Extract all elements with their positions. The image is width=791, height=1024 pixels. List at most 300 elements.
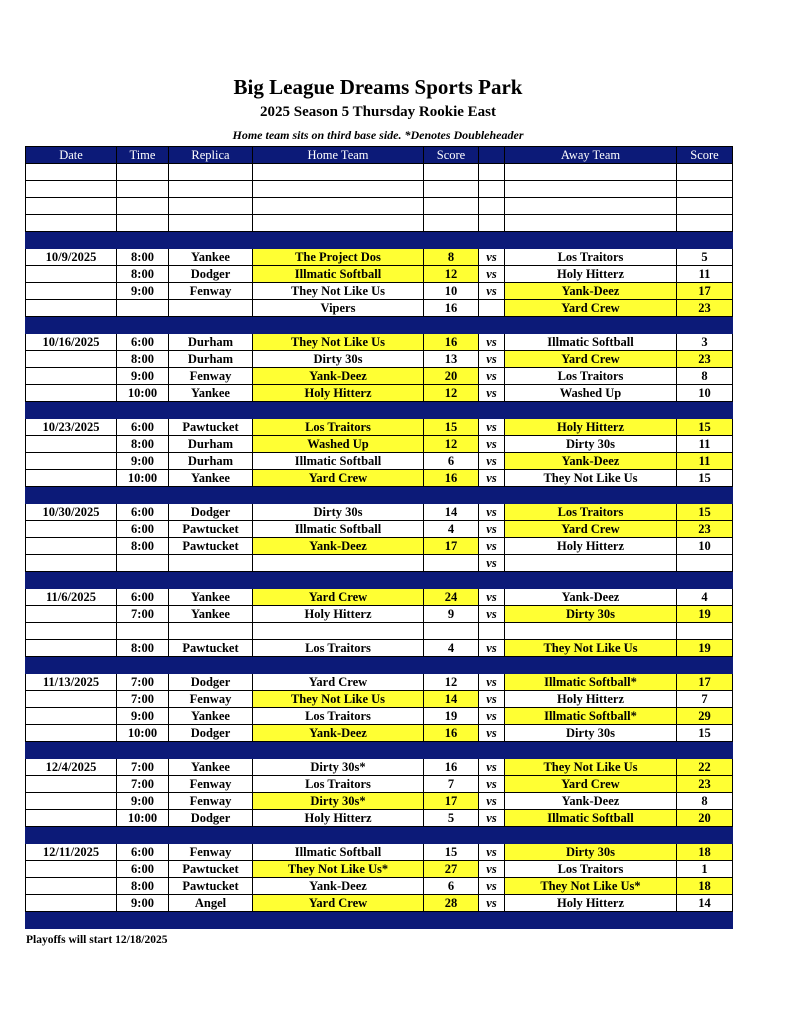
vs-cell: vs: [479, 283, 505, 300]
time-cell: 10:00: [117, 725, 169, 742]
date-cell: 10/23/2025: [26, 419, 117, 436]
date-cell: 12/11/2025: [26, 844, 117, 861]
date-cell: [26, 215, 117, 232]
time-cell: 9:00: [117, 895, 169, 912]
vs-cell: [479, 402, 505, 419]
away-score-cell: [677, 827, 733, 844]
game-row: [26, 453, 733, 470]
home-team-cell: Los Traitors: [253, 708, 424, 725]
date-cell: [26, 436, 117, 453]
replica-cell: Dodger: [169, 266, 253, 283]
game-row: [26, 436, 733, 453]
week-separator-row: [26, 742, 733, 759]
schedule-table: [25, 146, 733, 929]
vs-cell: vs: [479, 351, 505, 368]
home-team-cell: They Not Like Us: [253, 283, 424, 300]
home-team-cell: [253, 912, 424, 929]
home-team-cell: Illmatic Softball: [253, 521, 424, 538]
vs-cell: [479, 317, 505, 334]
home-team-cell: [253, 198, 424, 215]
time-cell: 10:00: [117, 810, 169, 827]
away-team-cell: Dirty 30s: [505, 436, 677, 453]
away-score-cell: [677, 572, 733, 589]
away-team-cell: Dirty 30s: [505, 844, 677, 861]
time-cell: 6:00: [117, 419, 169, 436]
game-row: [26, 470, 733, 487]
header-row: [26, 147, 733, 164]
date-cell: [26, 861, 117, 878]
away-team-cell: Los Traitors: [505, 249, 677, 266]
away-score-cell: 5: [677, 249, 733, 266]
replica-cell: Durham: [169, 453, 253, 470]
date-cell: [26, 606, 117, 623]
game-row: [26, 861, 733, 878]
replica-cell: [169, 742, 253, 759]
replica-cell: [169, 164, 253, 181]
replica-cell: [169, 912, 253, 929]
away-team-cell: [505, 198, 677, 215]
replica-cell: Dodger: [169, 725, 253, 742]
game-row: [26, 640, 733, 657]
home-team-cell: [253, 827, 424, 844]
vs-cell: vs: [479, 691, 505, 708]
week-separator-row: [26, 232, 733, 249]
home-score-cell: 14: [424, 691, 479, 708]
away-team-cell: They Not Like Us: [505, 759, 677, 776]
home-team-cell: Yard Crew: [253, 589, 424, 606]
home-score-cell: 16: [424, 334, 479, 351]
vs-cell: [479, 742, 505, 759]
game-row: [26, 878, 733, 895]
away-team-cell: Holy Hitterz: [505, 266, 677, 283]
schedule-body: [26, 164, 733, 929]
time-cell: 9:00: [117, 793, 169, 810]
page-title: Big League Dreams Sports Park: [233, 75, 523, 99]
home-team-cell: Yard Crew: [253, 674, 424, 691]
vs-cell: vs: [479, 708, 505, 725]
date-cell: [26, 368, 117, 385]
away-team-cell: Holy Hitterz: [505, 538, 677, 555]
replica-cell: [169, 487, 253, 504]
vs-cell: vs: [479, 538, 505, 555]
date-cell: [26, 283, 117, 300]
time-cell: 6:00: [117, 504, 169, 521]
away-team-cell: Yank-Deez: [505, 589, 677, 606]
away-score-cell: [677, 232, 733, 249]
home-team-cell: They Not Like Us*: [253, 861, 424, 878]
date-cell: [26, 572, 117, 589]
away-score-cell: 19: [677, 606, 733, 623]
time-cell: 7:00: [117, 691, 169, 708]
home-score-cell: 4: [424, 640, 479, 657]
away-score-cell: 22: [677, 759, 733, 776]
replica-cell: Fenway: [169, 793, 253, 810]
home-score-cell: 19: [424, 708, 479, 725]
week-separator-row: [26, 487, 733, 504]
col-replica-header: Replica: [169, 147, 253, 164]
home-score-cell: [424, 164, 479, 181]
replica-cell: [169, 623, 253, 640]
time-cell: 8:00: [117, 640, 169, 657]
away-team-cell: They Not Like Us: [505, 640, 677, 657]
vs-cell: vs: [479, 776, 505, 793]
game-row: [26, 589, 733, 606]
vs-cell: [479, 300, 505, 317]
replica-cell: Yankee: [169, 606, 253, 623]
away-team-cell: [505, 317, 677, 334]
date-cell: [26, 725, 117, 742]
home-score-cell: [424, 912, 479, 929]
away-score-cell: 7: [677, 691, 733, 708]
replica-cell: [169, 555, 253, 572]
time-cell: 8:00: [117, 266, 169, 283]
home-score-cell: 16: [424, 470, 479, 487]
date-cell: [26, 555, 117, 572]
away-team-cell: [505, 487, 677, 504]
home-team-cell: Vipers: [253, 300, 424, 317]
date-cell: [26, 878, 117, 895]
date-cell: [26, 912, 117, 929]
replica-cell: [169, 657, 253, 674]
home-team-cell: [253, 402, 424, 419]
date-cell: [26, 810, 117, 827]
home-score-cell: 7: [424, 776, 479, 793]
away-score-cell: [677, 657, 733, 674]
vs-cell: vs: [479, 810, 505, 827]
home-team-cell: Dirty 30s: [253, 351, 424, 368]
time-cell: [117, 657, 169, 674]
vs-cell: vs: [479, 640, 505, 657]
vs-cell: [479, 164, 505, 181]
home-score-cell: 12: [424, 674, 479, 691]
game-row: [26, 844, 733, 861]
away-score-cell: [677, 487, 733, 504]
time-cell: [117, 198, 169, 215]
home-score-cell: 17: [424, 793, 479, 810]
away-score-cell: 23: [677, 776, 733, 793]
game-row: [26, 725, 733, 742]
away-team-cell: [505, 827, 677, 844]
away-team-cell: Illmatic Softball*: [505, 674, 677, 691]
col-away-team-header: Away Team: [505, 147, 677, 164]
vs-cell: vs: [479, 674, 505, 691]
replica-cell: [169, 215, 253, 232]
away-score-cell: 17: [677, 674, 733, 691]
replica-cell: Yankee: [169, 470, 253, 487]
game-row: [26, 419, 733, 436]
date-cell: [26, 232, 117, 249]
away-team-cell: They Not Like Us*: [505, 878, 677, 895]
game-row: [26, 759, 733, 776]
away-score-cell: [677, 402, 733, 419]
date-cell: [26, 317, 117, 334]
time-cell: [117, 215, 169, 232]
vs-cell: vs: [479, 470, 505, 487]
empty-row: [26, 164, 733, 181]
date-cell: [26, 487, 117, 504]
home-team-cell: Los Traitors: [253, 419, 424, 436]
home-team-cell: [253, 742, 424, 759]
vs-cell: vs: [479, 844, 505, 861]
time-cell: 6:00: [117, 334, 169, 351]
date-cell: [26, 181, 117, 198]
vs-cell: vs: [479, 385, 505, 402]
vs-cell: vs: [479, 334, 505, 351]
home-score-cell: [424, 657, 479, 674]
empty-row: [26, 215, 733, 232]
home-score-cell: 12: [424, 266, 479, 283]
vs-cell: vs: [479, 606, 505, 623]
away-score-cell: 20: [677, 810, 733, 827]
replica-cell: Angel: [169, 895, 253, 912]
away-team-cell: [505, 912, 677, 929]
home-team-cell: Dirty 30s: [253, 504, 424, 521]
replica-cell: Pawtucket: [169, 878, 253, 895]
game-row: [26, 776, 733, 793]
away-team-cell: [505, 555, 677, 572]
home-team-cell: Yank-Deez: [253, 538, 424, 555]
home-team-cell: Yank-Deez: [253, 725, 424, 742]
away-team-cell: [505, 164, 677, 181]
vs-cell: vs: [479, 368, 505, 385]
time-cell: [117, 555, 169, 572]
vs-cell: [479, 181, 505, 198]
away-score-cell: 1: [677, 861, 733, 878]
home-team-cell: Dirty 30s*: [253, 793, 424, 810]
away-score-cell: 23: [677, 521, 733, 538]
week-separator-row: [26, 317, 733, 334]
away-team-cell: [505, 623, 677, 640]
away-score-cell: 19: [677, 640, 733, 657]
time-cell: 7:00: [117, 606, 169, 623]
home-team-cell: Illmatic Softball: [253, 453, 424, 470]
away-score-cell: 15: [677, 419, 733, 436]
time-cell: [117, 827, 169, 844]
playoffs-note: Playoffs will start 12/18/2025: [26, 934, 168, 946]
vs-cell: vs: [479, 793, 505, 810]
time-cell: [117, 912, 169, 929]
home-team-cell: Holy Hitterz: [253, 810, 424, 827]
date-cell: [26, 300, 117, 317]
away-score-cell: [677, 912, 733, 929]
replica-cell: Fenway: [169, 776, 253, 793]
home-score-cell: [424, 198, 479, 215]
season-subtitle: 2025 Season 5 Thursday Rookie East: [259, 104, 497, 120]
away-team-cell: Washed Up: [505, 385, 677, 402]
replica-cell: Dodger: [169, 674, 253, 691]
replica-cell: [169, 232, 253, 249]
col-time-header: Time: [117, 147, 169, 164]
home-score-cell: 15: [424, 419, 479, 436]
replica-cell: Yankee: [169, 759, 253, 776]
home-team-cell: Yank-Deez: [253, 368, 424, 385]
home-team-cell: They Not Like Us: [253, 691, 424, 708]
game-row: [26, 810, 733, 827]
vs-cell: [479, 572, 505, 589]
home-team-cell: [253, 215, 424, 232]
date-cell: [26, 776, 117, 793]
time-cell: [117, 742, 169, 759]
away-team-cell: Dirty 30s: [505, 606, 677, 623]
date-cell: [26, 453, 117, 470]
vs-cell: vs: [479, 453, 505, 470]
vs-cell: [479, 827, 505, 844]
home-team-cell: Yard Crew: [253, 470, 424, 487]
replica-cell: Durham: [169, 334, 253, 351]
home-team-cell: [253, 164, 424, 181]
away-score-cell: 15: [677, 725, 733, 742]
home-score-cell: 20: [424, 368, 479, 385]
date-cell: [26, 691, 117, 708]
away-team-cell: They Not Like Us: [505, 470, 677, 487]
game-row: [26, 895, 733, 912]
replica-cell: Durham: [169, 351, 253, 368]
time-cell: 9:00: [117, 453, 169, 470]
date-cell: 10/30/2025: [26, 504, 117, 521]
vs-cell: [479, 623, 505, 640]
replica-cell: Pawtucket: [169, 538, 253, 555]
home-score-cell: [424, 317, 479, 334]
vs-cell: vs: [479, 249, 505, 266]
home-score-cell: 15: [424, 844, 479, 861]
away-score-cell: 23: [677, 351, 733, 368]
replica-cell: Yankee: [169, 249, 253, 266]
time-cell: 7:00: [117, 759, 169, 776]
away-score-cell: 4: [677, 589, 733, 606]
home-team-cell: [253, 181, 424, 198]
home-score-cell: 13: [424, 351, 479, 368]
time-cell: [117, 300, 169, 317]
vs-cell: [479, 912, 505, 929]
game-row: [26, 283, 733, 300]
away-team-cell: Los Traitors: [505, 368, 677, 385]
vs-cell: [479, 657, 505, 674]
home-team-cell: [253, 572, 424, 589]
home-score-cell: [424, 232, 479, 249]
home-score-cell: 10: [424, 283, 479, 300]
home-team-cell: [253, 487, 424, 504]
away-score-cell: 11: [677, 436, 733, 453]
week-separator-row: [26, 827, 733, 844]
home-score-cell: 27: [424, 861, 479, 878]
game-row: [26, 266, 733, 283]
away-team-cell: [505, 232, 677, 249]
replica-cell: Yankee: [169, 708, 253, 725]
home-score-cell: [424, 742, 479, 759]
away-score-cell: 10: [677, 538, 733, 555]
col-date-header: Date: [26, 147, 117, 164]
home-team-cell: Yank-Deez: [253, 878, 424, 895]
home-score-cell: 5: [424, 810, 479, 827]
away-team-cell: Yard Crew: [505, 300, 677, 317]
away-score-cell: [677, 555, 733, 572]
game-row: [26, 606, 733, 623]
replica-cell: [169, 181, 253, 198]
away-score-cell: [677, 317, 733, 334]
game-row: [26, 334, 733, 351]
away-team-cell: Holy Hitterz: [505, 895, 677, 912]
vs-cell: vs: [479, 521, 505, 538]
home-score-cell: 16: [424, 300, 479, 317]
home-score-cell: 6: [424, 878, 479, 895]
away-score-cell: 8: [677, 368, 733, 385]
time-cell: 10:00: [117, 385, 169, 402]
date-cell: 11/13/2025: [26, 674, 117, 691]
replica-cell: [169, 198, 253, 215]
game-row: [26, 708, 733, 725]
col-away-score-header: Score: [677, 147, 733, 164]
replica-cell: [169, 300, 253, 317]
time-cell: 9:00: [117, 708, 169, 725]
home-team-cell: Yard Crew: [253, 895, 424, 912]
col-vs-header: [479, 147, 505, 164]
time-cell: [117, 232, 169, 249]
week-separator-row: [26, 402, 733, 419]
date-cell: [26, 164, 117, 181]
home-team-cell: Washed Up: [253, 436, 424, 453]
time-cell: 8:00: [117, 436, 169, 453]
home-score-cell: 4: [424, 521, 479, 538]
home-team-cell: Dirty 30s*: [253, 759, 424, 776]
replica-cell: Fenway: [169, 283, 253, 300]
replica-cell: [169, 827, 253, 844]
time-cell: [117, 623, 169, 640]
home-score-cell: 8: [424, 249, 479, 266]
date-cell: [26, 640, 117, 657]
away-team-cell: Illmatic Softball: [505, 334, 677, 351]
date-cell: [26, 793, 117, 810]
replica-cell: Fenway: [169, 691, 253, 708]
replica-cell: Pawtucket: [169, 521, 253, 538]
game-row: [26, 504, 733, 521]
home-score-cell: 16: [424, 725, 479, 742]
replica-cell: [169, 572, 253, 589]
time-cell: [117, 317, 169, 334]
replica-cell: [169, 402, 253, 419]
away-team-cell: Dirty 30s: [505, 725, 677, 742]
home-score-cell: 14: [424, 504, 479, 521]
empty-row: [26, 181, 733, 198]
away-team-cell: [505, 657, 677, 674]
time-cell: 6:00: [117, 861, 169, 878]
away-score-cell: 17: [677, 283, 733, 300]
vs-cell: vs: [479, 589, 505, 606]
date-cell: [26, 198, 117, 215]
replica-cell: Yankee: [169, 385, 253, 402]
home-score-cell: [424, 215, 479, 232]
time-cell: [117, 487, 169, 504]
home-team-cell: [253, 623, 424, 640]
vs-cell: [479, 198, 505, 215]
home-score-cell: 12: [424, 436, 479, 453]
home-score-cell: [424, 402, 479, 419]
time-cell: 8:00: [117, 878, 169, 895]
game-row: [26, 385, 733, 402]
time-cell: 9:00: [117, 283, 169, 300]
time-cell: [117, 181, 169, 198]
time-cell: 8:00: [117, 538, 169, 555]
home-team-cell: Illmatic Softball: [253, 266, 424, 283]
away-team-cell: [505, 572, 677, 589]
time-cell: 9:00: [117, 368, 169, 385]
away-team-cell: Yank-Deez: [505, 453, 677, 470]
vs-cell: [479, 215, 505, 232]
home-score-cell: 9: [424, 606, 479, 623]
home-score-cell: [424, 572, 479, 589]
week-separator-row: [26, 572, 733, 589]
time-cell: 8:00: [117, 351, 169, 368]
date-cell: [26, 742, 117, 759]
